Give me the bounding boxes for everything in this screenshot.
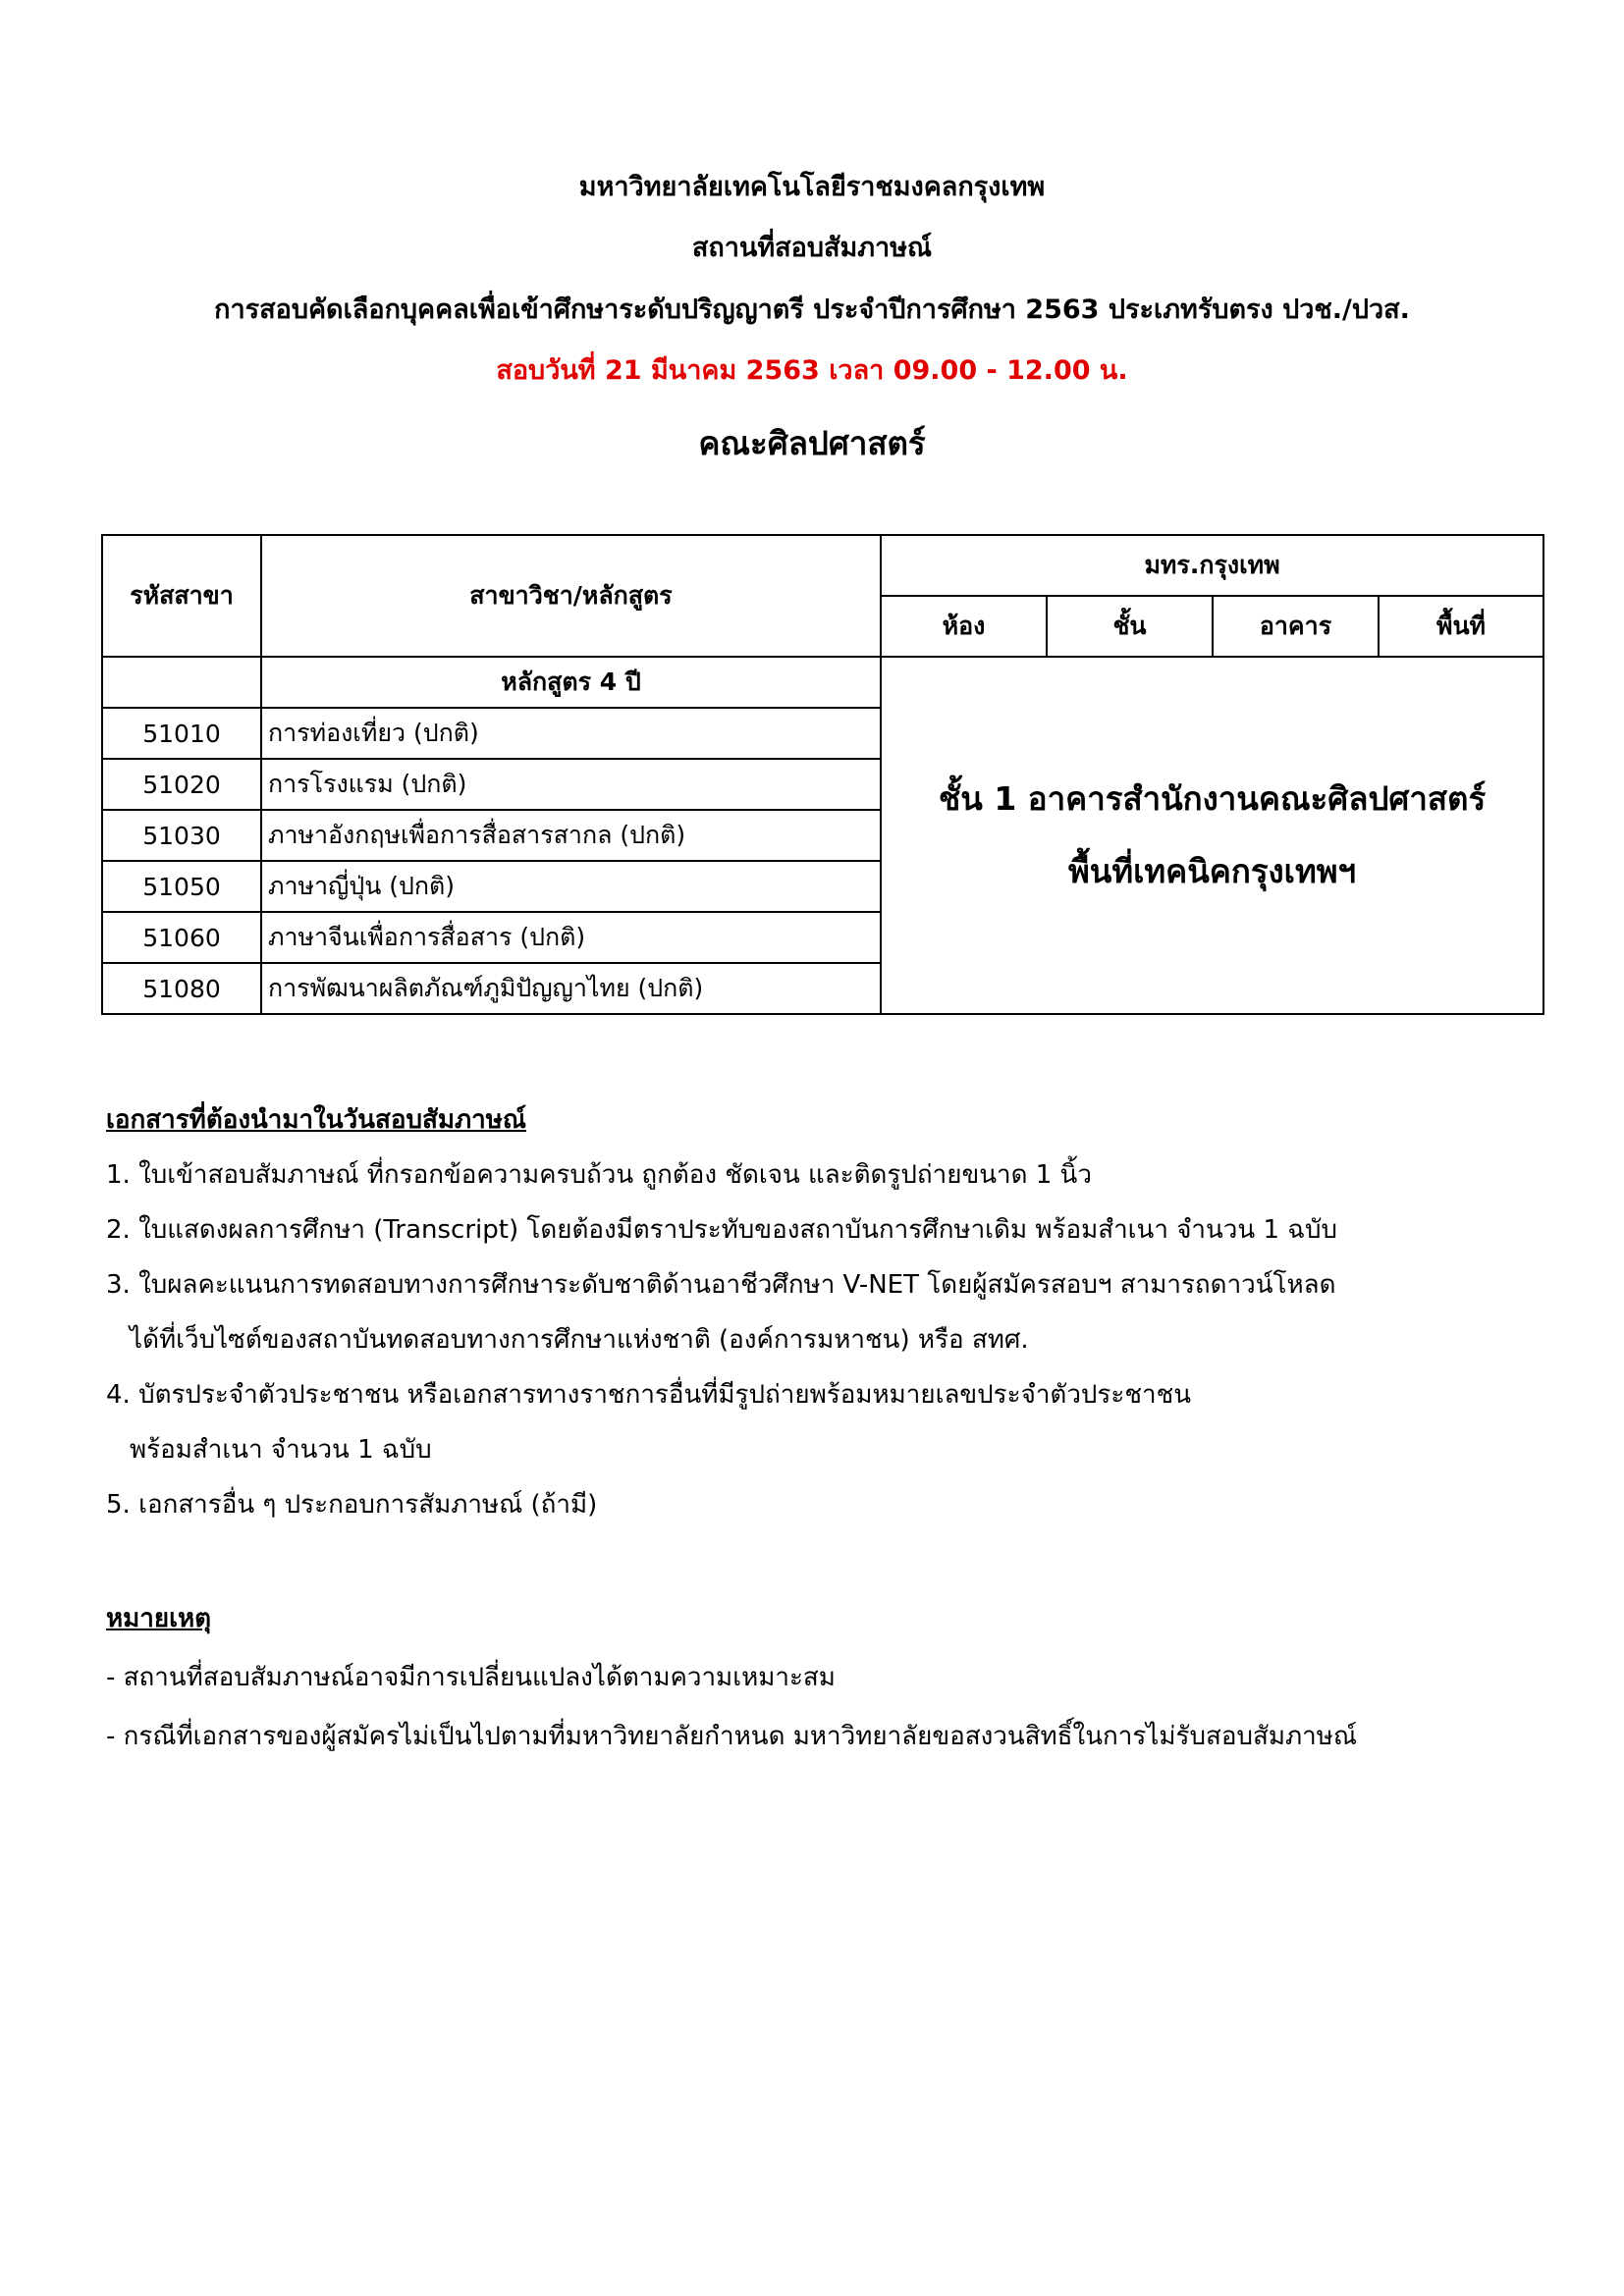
document-item: 4. บัตรประจำตัวประชาชน หรือเอกสารทางราชการอื่นที่มีรูปถ่ายพร้อมหมายเลขประจำตัวประชาชน	[106, 1380, 1192, 1410]
program-name: ภาษาอังกฤษเพื่อการสื่อสารสากล (ปกติ)	[261, 810, 881, 861]
program-code: 51060	[102, 912, 261, 963]
header-room: ห้อง	[881, 596, 1047, 657]
curriculum-blank-cell	[102, 657, 261, 708]
header-area: พื้นที่	[1379, 596, 1543, 657]
document-item: 3. ใบผลคะแนนการทดสอบทางการศึกษาระดับชาติด้านอาชีวศึกษา V-NET โดยผู้สมัครสอบฯ สามารถดาวน์โหลด	[106, 1270, 1336, 1300]
program-code: 51050	[102, 861, 261, 912]
program-name: การโรงแรม (ปกติ)	[261, 759, 881, 810]
document-item-continuation: ได้ที่เว็บไซต์ของสถาบันทดสอบทางการศึกษาแห่งชาติ (องค์การมหาชน) หรือ สทศ.	[130, 1325, 1029, 1355]
document-item: 1. ใบเข้าสอบสัมภาษณ์ ที่กรอกข้อความครบถ้วน ถูกต้อง ชัดเจน และติดรูปถ่ายขนาด 1 นิ้ว	[106, 1160, 1092, 1190]
header-floor: ชั้น	[1047, 596, 1213, 657]
program-name: การท่องเที่ยว (ปกติ)	[261, 708, 881, 759]
note-item: - กรณีที่เอกสารของผู้สมัครไม่เป็นไปตามที่มหาวิทยาลัยกำหนด มหาวิทยาลัยขอสงวนสิทธิ์ในการไม่รับสอบสัมภาษณ์	[106, 1722, 1357, 1751]
note-item: - สถานที่สอบสัมภาษณ์อาจมีการเปลี่ยนแปลงได้ตามความเหมาะสม	[106, 1663, 836, 1692]
exam-date: สอบวันที่ 21 มีนาคม 2563 เวลา 09.00 - 12.00 น.	[496, 355, 1128, 386]
header-code: รหัสสาขา	[102, 535, 261, 657]
interview-location-table	[101, 534, 1544, 1015]
program-code: 51030	[102, 810, 261, 861]
page-subtitle: สถานที่สอบสัมภาษณ์	[691, 233, 933, 263]
program-name: ภาษาญี่ปุ่น (ปกติ)	[261, 861, 881, 912]
document-item-continuation: พร้อมสำเนา จำนวน 1 ฉบับ	[130, 1435, 432, 1465]
program-name: ภาษาจีนเพื่อการสื่อสาร (ปกติ)	[261, 912, 881, 963]
program-code: 51010	[102, 708, 261, 759]
notes-heading: หมายเหตุ	[106, 1604, 212, 1633]
location-cell	[881, 657, 1543, 1014]
program-code: 51080	[102, 963, 261, 1014]
header-program: สาขาวิชา/หลักสูตร	[261, 535, 881, 657]
exam-description: การสอบคัดเลือกบุคคลเพื่อเข้าศึกษาระดับปริญญาตรี ประจำปีการศึกษา 2563 ประเภทรับตรง ปวช./ปวส.	[214, 294, 1410, 325]
curriculum-label: หลักสูตร 4 ปี	[261, 657, 881, 708]
university-title: มหาวิทยาลัยเทคโนโลยีราชมงคลกรุงเทพ	[578, 172, 1046, 202]
document-item: 2. ใบแสดงผลการศึกษา (Transcript) โดยต้องมีตราประทับของสถาบันการศึกษาเดิม พร้อมสำเนา จำนวน 1 ฉบับ	[106, 1215, 1337, 1245]
program-code: 51020	[102, 759, 261, 810]
header-building: อาคาร	[1213, 596, 1379, 657]
header-campus: มทร.กรุงเทพ	[881, 535, 1543, 596]
program-name: การพัฒนาผลิตภัณฑ์ภูมิปัญญาไทย (ปกติ)	[261, 963, 881, 1014]
location-line-2: พื้นที่เทคนิคกรุงเทพฯ	[1068, 852, 1356, 890]
document-item: 5. เอกสารอื่น ๆ ประกอบการสัมภาษณ์ (ถ้ามี)	[106, 1490, 598, 1520]
location-line-1: ชั้น 1 อาคารสำนักงานคณะศิลปศาสตร์	[938, 779, 1487, 818]
faculty-title: คณะศิลปศาสตร์	[698, 424, 926, 462]
documents-heading: เอกสารที่ต้องนำมาในวันสอบสัมภาษณ์	[106, 1105, 526, 1135]
